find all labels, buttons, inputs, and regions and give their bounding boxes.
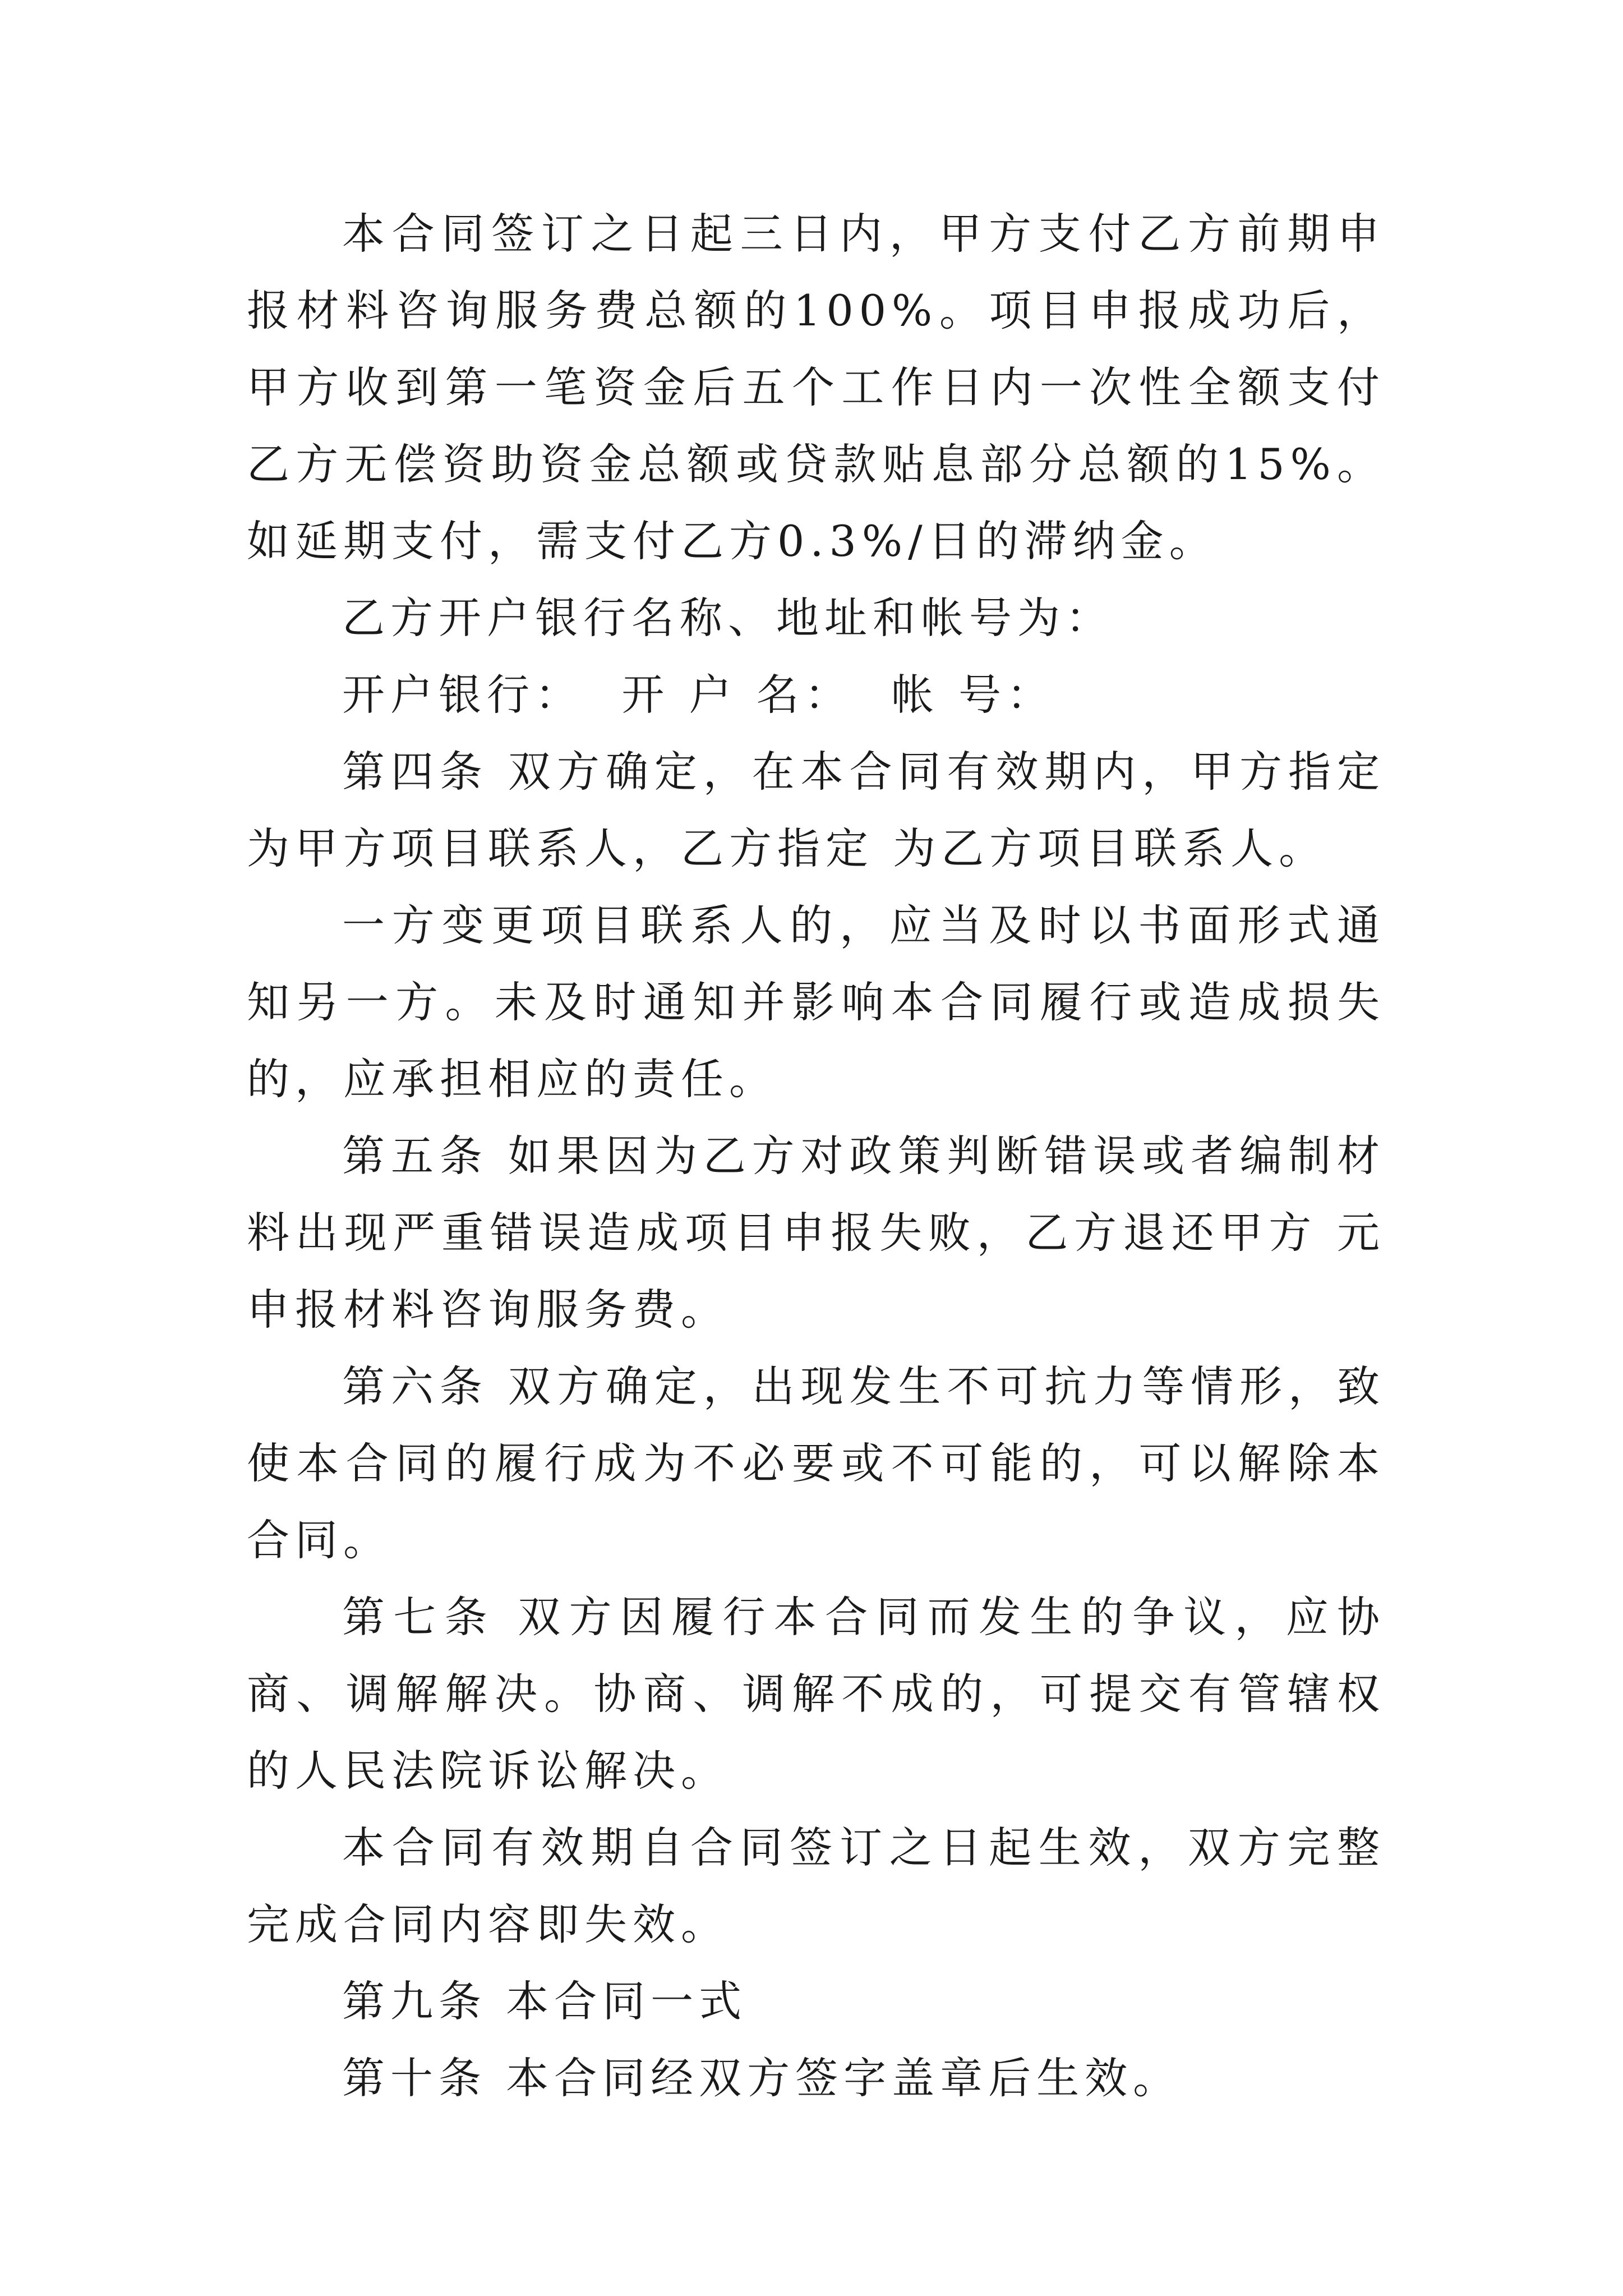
paragraph-payment-terms: 本合同签订之日起三日内，甲方支付乙方前期申报材料咨询服务费总额的100%。项目申报成功后，甲方收到第一笔资金后五个工作日内一次性全额支付乙方无偿资助资金总额或贷款贴息部分总额的15%。如延期支付，需支付乙方0.3%/日的滞纳金。 [247,209,1385,566]
paragraph-article-10: 第十条 本合同经双方签字盖章后生效。 [342,2053,1182,2103]
paragraph-article-4: 第四条 双方确定，在本合同有效期内，甲方指定为甲方项目联系人，乙方指定 为乙方项目联系人。 [247,747,1385,873]
paragraph-bank-fields: 开户银行： 开 户 名： 帐 号： [342,670,1055,720]
paragraph-validity: 本合同有效期自合同签订之日起生效，双方完整完成合同内容即失效。 [247,1823,1385,1949]
paragraph-article-5: 第五条 如果因为乙方对政策判断错误或者编制材料出现严重错误造成项目申报失败，乙方退还甲方 元申报材料咨询服务费。 [247,1131,1385,1335]
document-body [247,195,1385,2116]
paragraph-article-7: 第七条 双方因履行本合同而发生的争议，应协商、调解解决。协商、调解不成的，可提交有管辖权的人民法院诉讼解决。 [247,1592,1385,1796]
paragraph-contact-change: 一方变更项目联系人的，应当及时以书面形式通知另一方。未及时通知并影响本合同履行或造成损失的，应承担相应的责任。 [247,900,1385,1104]
paragraph-article-9: 第九条 本合同一式 [342,1976,748,2026]
paragraph-bank-intro: 乙方开户银行名称、地址和帐号为： [342,593,1114,643]
paragraph-article-6: 第六条 双方确定，出现发生不可抗力等情形，致使本合同的履行成为不必要或不可能的，可以解除本合同。 [247,1361,1385,1565]
